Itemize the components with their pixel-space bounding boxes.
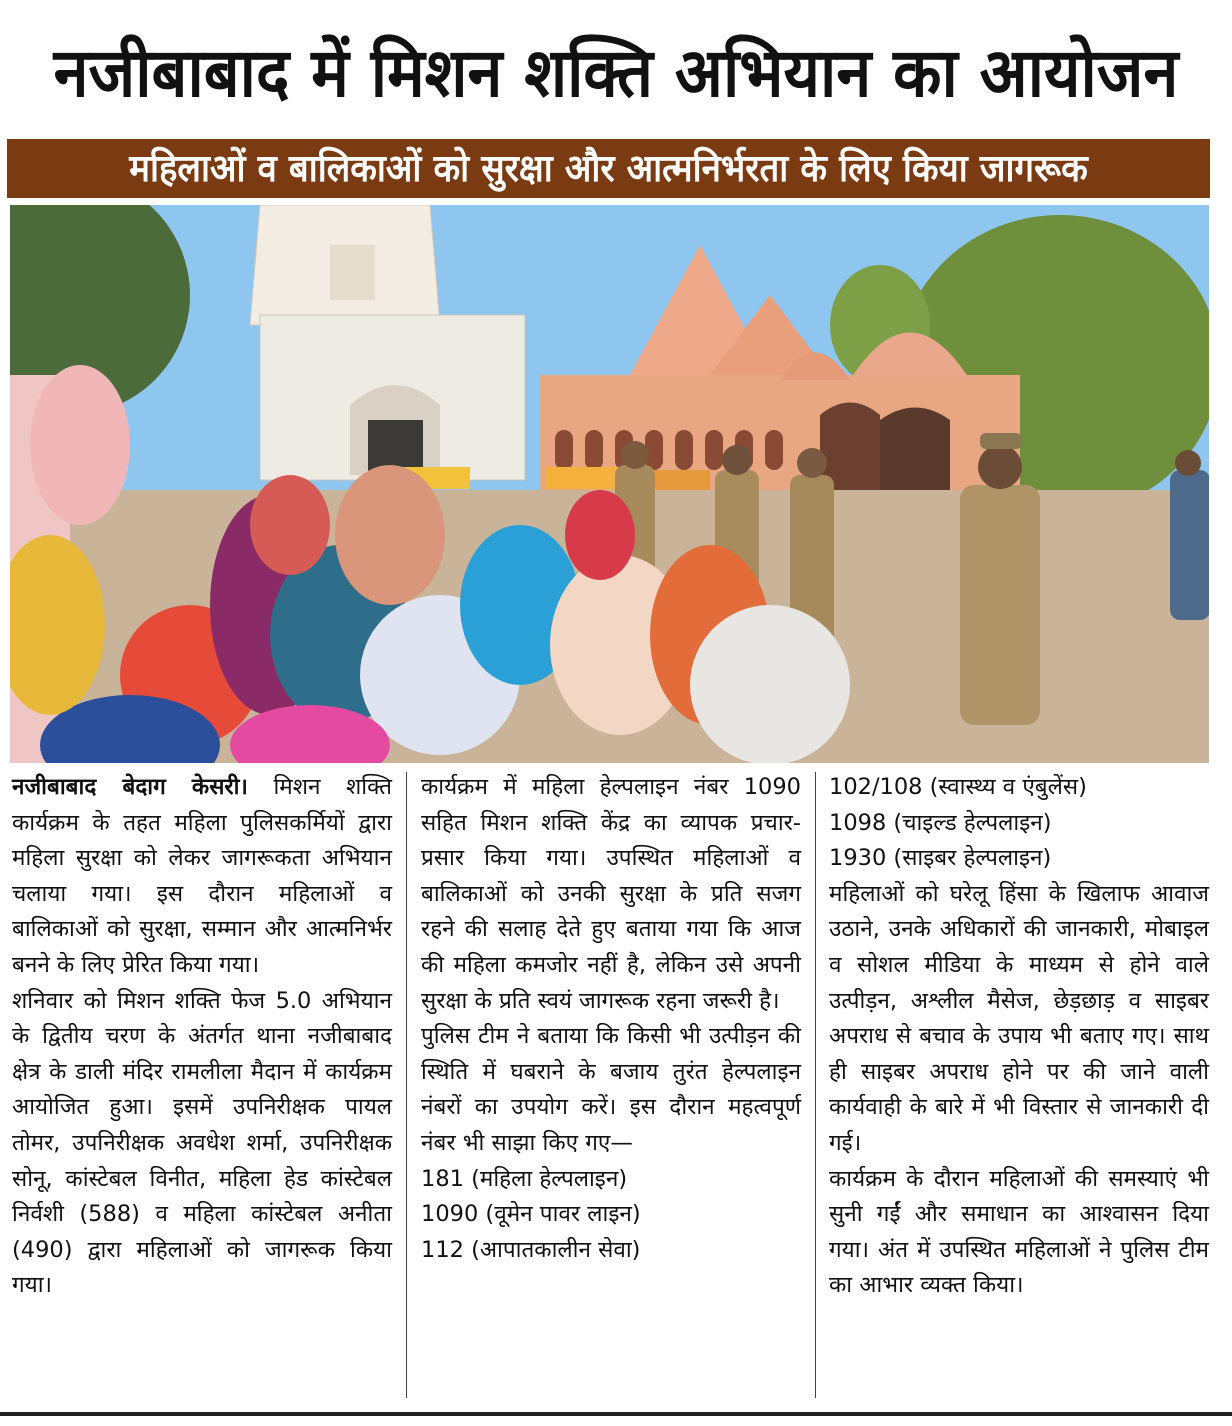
column-divider-2	[815, 772, 816, 1398]
article-paragraph-4: पुलिस टीम ने बताया कि किसी भी उत्पीड़न की स्थिति में घबराने के बजाय तुरंत हेल्पलाइन नंबरों का उपयोग करें। इस दौरान महत्वपूर्ण नंबर भी साझा किए गए—	[421, 1023, 801, 1156]
article-paragraph-3: कार्यक्रम में महिला हेल्पलाइन नंबर 1090 सहित मिशन शक्ति केंद्र का व्यापक प्रचार-प्रसार किया गया। उपस्थित महिलाओं व बालिकाओं को उनकी सुरक्षा के प्रति सजग रहने की सलाह देते हुए बताया गया कि आज की महिला कमजोर नहीं है, लेकिन उसे अपनी सुरक्षा के प्रति स्वयं जागरूक रहना जरूरी है।	[421, 774, 801, 1014]
subheadline: महिलाओं व बालिकाओं को सुरक्षा और आत्मनिर्भरता के लिए किया जागरूक	[129, 146, 1088, 190]
article-paragraph-6: कार्यक्रम के दौरान महिलाओं की समस्याएं भी सुनी गईं और समाधान का आश्वासन दिया गया। अंत में उपस्थित महिलाओं ने पुलिस टीम का आभार व्यक्त किया।	[829, 1165, 1209, 1299]
bottom-rule	[0, 1412, 1232, 1416]
column-divider-1	[406, 772, 407, 1398]
helpline-112: 112 (आपातकालीन सेवा)	[421, 1236, 641, 1263]
article-column-1	[12, 770, 392, 1402]
article-column-2	[421, 770, 801, 1402]
article-paragraph-1	[12, 770, 392, 984]
article-column-3	[829, 770, 1209, 1402]
helpline-102-108: 102/108 (स्वास्थ्य व एंबुलेंस)	[829, 774, 1087, 800]
headline: नजीबाबाद में मिशन शक्ति अभियान का आयोजन	[53, 33, 1179, 112]
article-paragraph-2: शनिवार को मिशन शक्ति फेज 5.0 अभियान के द्वितीय चरण के अंतर्गत थाना नजीबाबाद क्षेत्र के डाली मंदिर रामलीला मैदान में कार्यक्रम आयोजित हुआ। इसमें उपनिरीक्षक पायल तोमर, उपनिरीक्षक अवधेश शर्मा, उपनिरीक्षक सोनू, कांस्टेबल विनीत, महिला हेड कांस्टेबल निर्वशी (588) व महिला कांस्टेबल अनीता (490) द्वारा महिलाओं को जागरूक किया गया।	[12, 987, 392, 1299]
paragraph-1-text: मिशन शक्ति कार्यक्रम के तहत महिला पुलिसकर्मियों द्वारा महिला सुरक्षा को लेकर जागरूकता अभियान चलाया गया। इस दौरान महिलाओं व बालिकाओं को सुरक्षा, सम्मान और आत्मनिर्भर बनने के लिए प्रेरित किया गया।	[12, 774, 393, 978]
article-paragraph-5: महिलाओं को घरेलू हिंसा के खिलाफ आवाज उठाने, उनके अधिकारों की जानकारी, मोबाइल व सोशल मीडिया के माध्यम से होने वाले उत्पीड़न, अश्लील मैसेज, छेड़छाड़ व साइबर अपराध से बचाव के उपाय भी बताए गए। साथ ही साइबर अपराध होने पर की जाने वाली कार्यवाही के बारे में भी विस्तार से जानकारी दी गई।	[829, 880, 1209, 1156]
helpline-1930: 1930 (साइबर हेल्पलाइन)	[829, 845, 1052, 872]
helpline-181: 181 (महिला हेल्पलाइन)	[421, 1165, 628, 1192]
helpline-1090: 1090 (वूमेन पावर लाइन)	[421, 1201, 641, 1228]
dateline: नजीबाबाद बेदाग केसरी।	[12, 774, 248, 800]
subheadline-bar	[7, 139, 1210, 198]
event-photo	[10, 205, 1209, 763]
event-photo-illustration	[10, 205, 1209, 763]
helpline-1098: 1098 (चाइल्ड हेल्पलाइन)	[829, 809, 1052, 836]
